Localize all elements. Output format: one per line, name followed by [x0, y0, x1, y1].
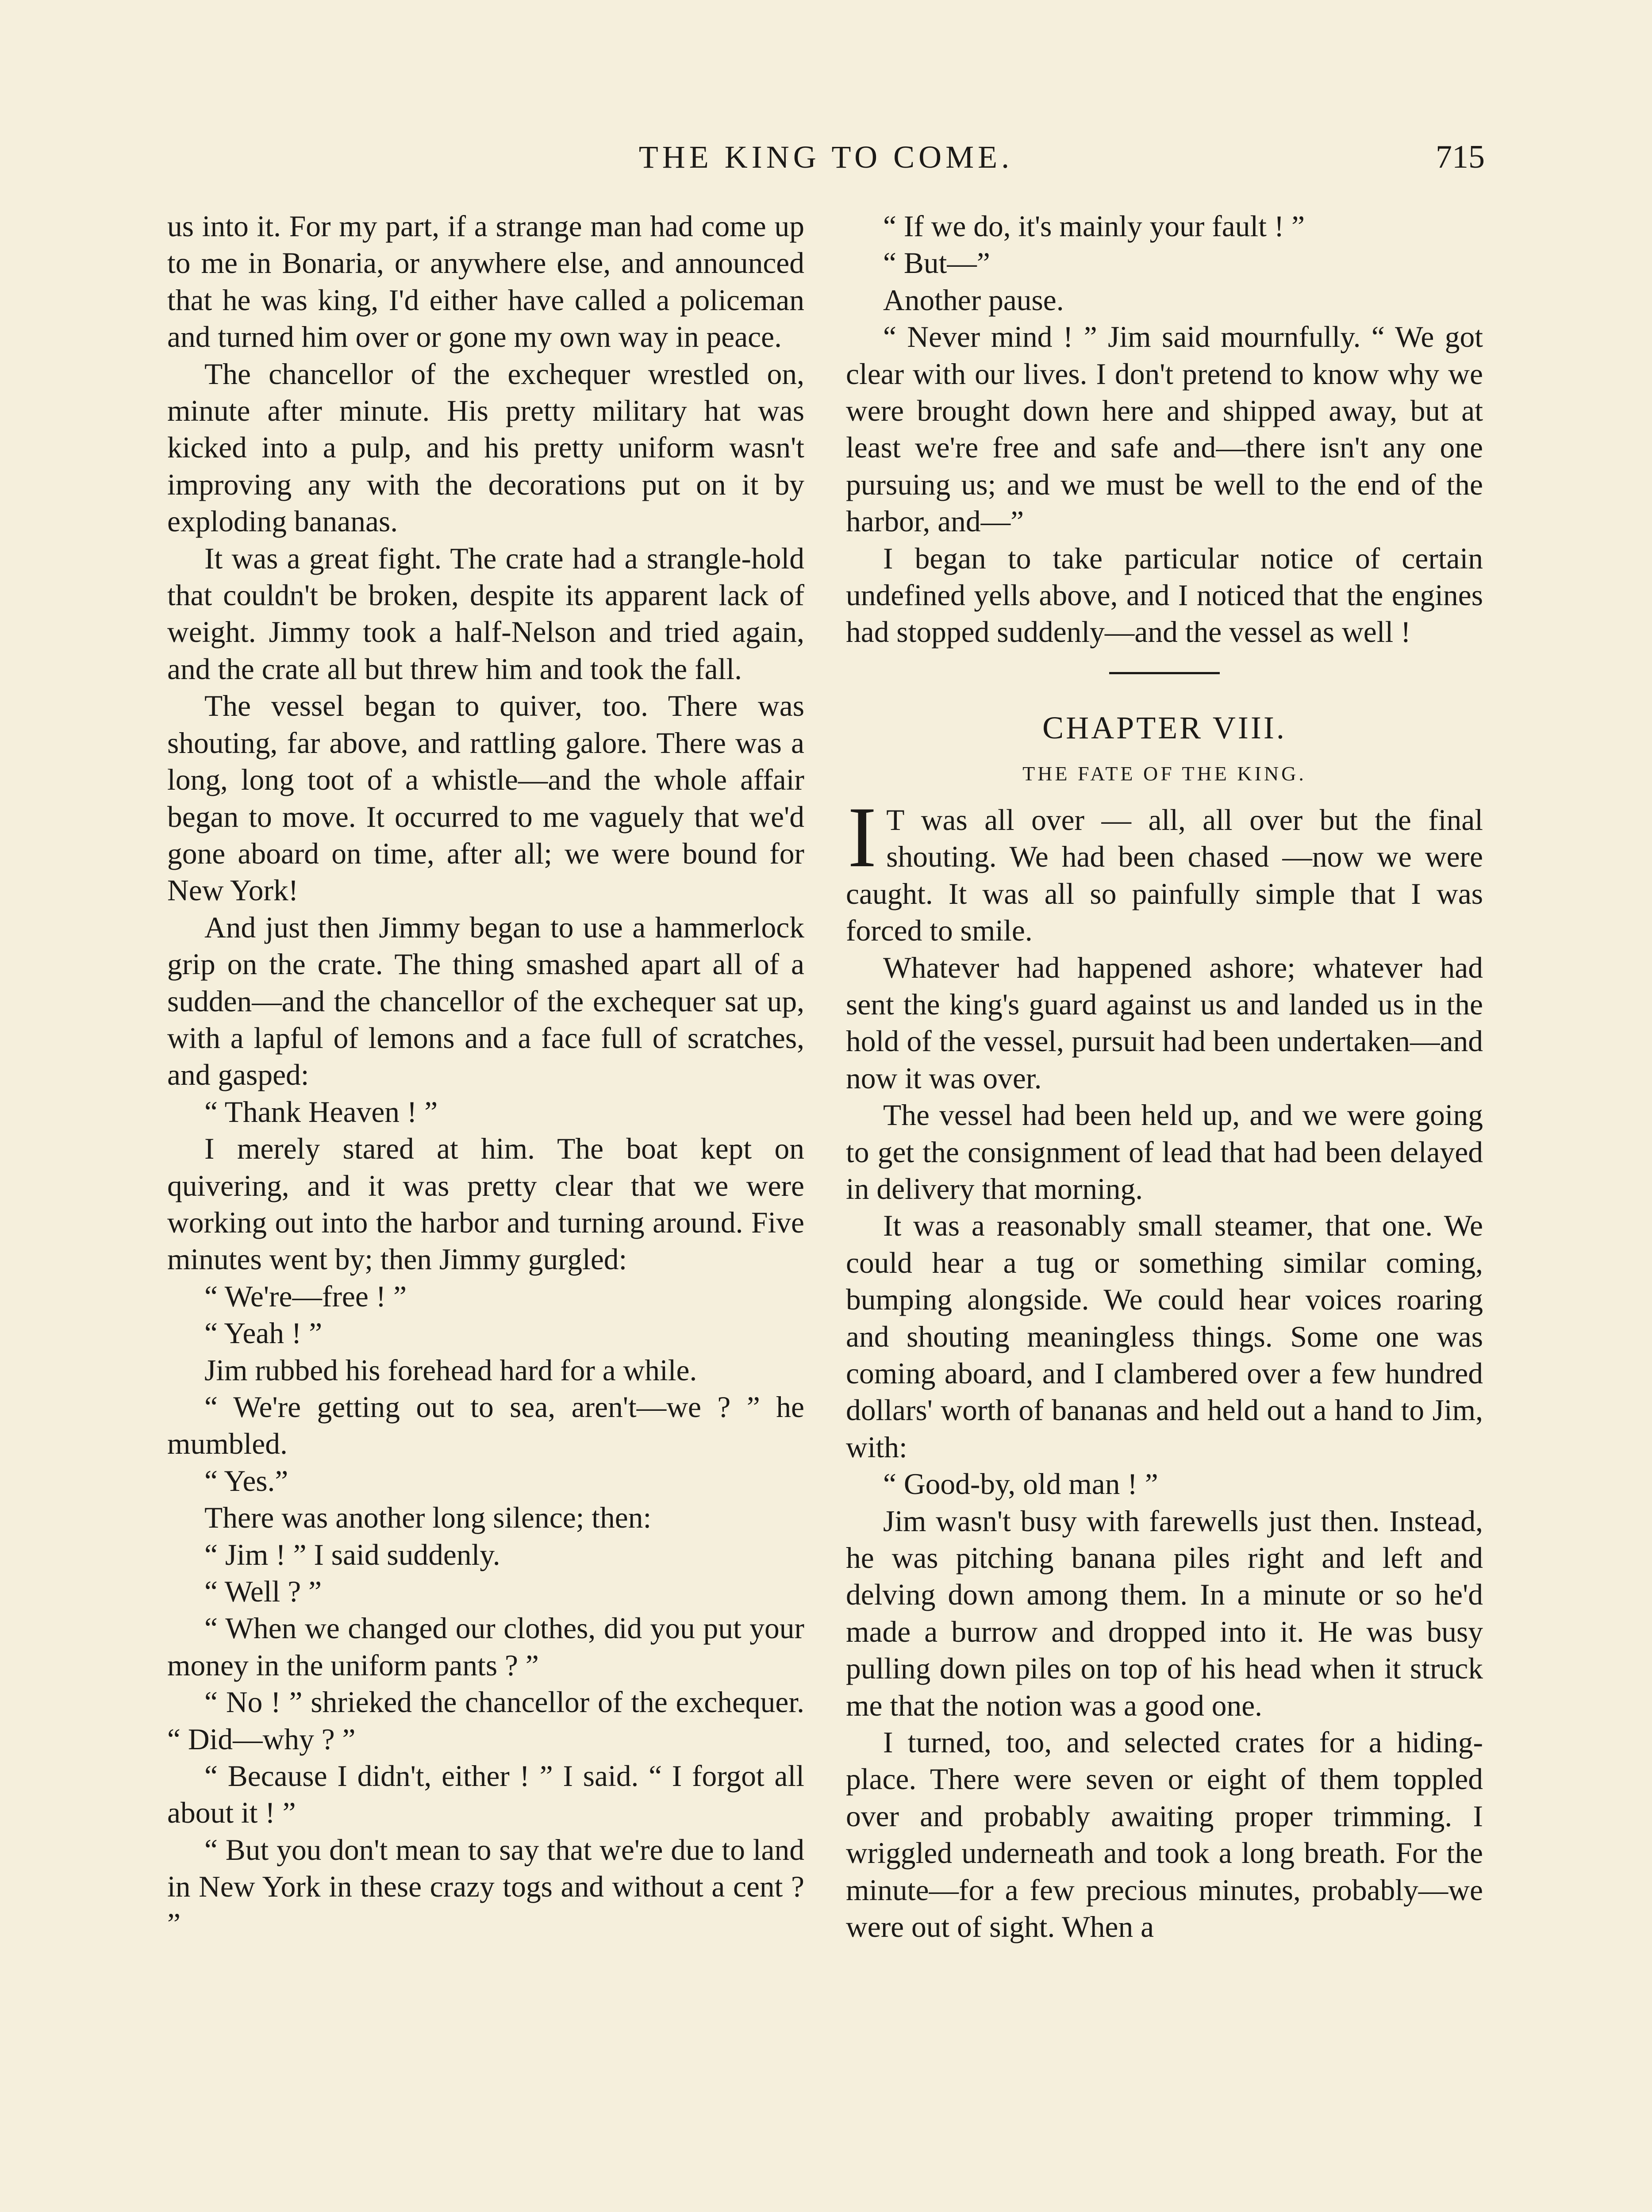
- paragraph: “ Yes.”: [204, 1464, 288, 1498]
- paragraph: “ But you don't mean to say that we're due to land in New York in these crazy togs and without a cent ? ”: [167, 1833, 804, 1940]
- paragraph: I merely stared at him. The boat kept on quivering, and it was pretty clear that we were working out into the harbor and turning around. Five minutes went by; then Jimmy gurgled:: [167, 1132, 804, 1276]
- page-number: 715: [1436, 139, 1485, 175]
- paragraph: Jim rubbed his forehead hard for a while.: [204, 1353, 697, 1387]
- running-head: THE KING TO COME.: [638, 139, 1014, 175]
- paragraph: “ Well ? ”: [204, 1575, 322, 1609]
- right-column: [846, 208, 1483, 1945]
- paragraph: “ If we do, it's mainly your fault ! ”: [883, 210, 1305, 243]
- paragraph: “ But—”: [883, 246, 990, 280]
- page-header: [167, 133, 1485, 181]
- left-column: [167, 208, 804, 1942]
- opening-text: T was all over — all, all over but the final shouting. We had been chased —now we were caught. It was all so painfully simple that I was forced to smile.: [846, 803, 1483, 948]
- chapter-opening-paragraph: [846, 789, 1483, 949]
- paragraph: There was another long silence; then:: [204, 1501, 652, 1535]
- paragraph: “ Yeah ! ”: [204, 1317, 323, 1350]
- paragraph: “ Jim ! ” I said suddenly.: [204, 1538, 500, 1571]
- paragraph: Another pause.: [883, 283, 1064, 317]
- paragraph: The vessel had been held up, and we were going to get the consignment of lead that had been delayed in delivery that morning.: [846, 1098, 1483, 1206]
- paragraph: I turned, too, and selected crates for a hiding-place. There were seven or eight of them toppled over and probably awaiting proper trimming. I wriggled underneath and took a long breath. For the minute—for a few precious minutes, probably—we were out of sight. When a: [846, 1726, 1483, 1944]
- paragraph: The chancellor of the exchequer wrestled on, minute after minute. His pretty military hat was kicked into a pulp, and his pretty uniform wasn't improving any with the decorations put on it by exploding bananas.: [167, 357, 804, 538]
- paragraph: It was a reasonably small steamer, that one. We could hear a tug or something similar coming, bumping alongside. We could hear voices roaring and shouting meaningless things. Some one was coming aboard, and I clambered over a few hundred dollars' worth of bananas and held out a hand to Jim, with:: [846, 1209, 1483, 1464]
- section-divider: [1109, 672, 1220, 674]
- paragraph: “ No ! ” shrieked the chancellor of the exchequer. “ Did—why ? ”: [167, 1686, 804, 1756]
- paragraph: “ Never mind ! ” Jim said mournfully. “ We got clear with our lives. I don't pretend to know why we were brought down here and shipped away, but at least we're free and safe and—there isn't any one pursuing us; and we must be well to the end of the harbor, and—”: [846, 320, 1483, 538]
- paragraph: I began to take particular notice of certain undefined yells above, and I noticed that the engines had stopped suddenly—and the vessel as well !: [846, 541, 1483, 649]
- paragraph: “ When we changed our clothes, did you put your money in the uniform pants ? ”: [167, 1612, 804, 1682]
- paragraph: Whatever had happened ashore; whatever had sent the king's guard against us and landed us in the hold of the vessel, pursuit had been undertaken—and now it was over.: [846, 951, 1483, 1095]
- paragraph: “ We're—free ! ”: [204, 1279, 407, 1313]
- paragraph: And just then Jimmy began to use a hammerlock grip on the crate. The thing smashed apart all of a sudden—and the chancellor of the exchequer sat up, with a lapful of lemons and a face full of scratches, and gasped:: [167, 910, 804, 1092]
- drop-cap: I: [848, 789, 877, 885]
- chapter-title: CHAPTER VIII.: [1042, 710, 1287, 745]
- paragraph: us into it. For my part, if a strange man had come up to me in Bonaria, or anywhere else, and announced that he was king, I'd either have called a policeman and turned him over or gone my own way in peace.: [167, 210, 804, 354]
- paragraph: “ We're getting out to sea, aren't—we ? ” he mumbled.: [167, 1390, 804, 1461]
- paragraph: “ Good-by, old man ! ”: [883, 1467, 1158, 1501]
- paragraph: The vessel began to quiver, too. There was shouting, far above, and rattling galore. There was a long, long toot of a whistle—and the whole affair began to move. It occurred to me vaguely that we'd gone aboard on time, after all; we were bound for New York!: [167, 689, 804, 907]
- paragraph: “ Because I didn't, either ! ” I said. “ I forgot all about it ! ”: [167, 1759, 804, 1830]
- chapter-subtitle: THE FATE OF THE KING.: [1022, 762, 1306, 785]
- paragraph: It was a great fight. The crate had a strangle-hold that couldn't be broken, despite its apparent lack of weight. Jimmy took a half-Nelson and tried again, and the crate all but threw him and took the fall.: [167, 541, 804, 686]
- paragraph: “ Thank Heaven ! ”: [204, 1095, 438, 1129]
- paragraph: Jim wasn't busy with farewells just then. Instead, he was pitching banana piles right and left and delving down among them. In a minute or so he'd made a burrow and dropped into it. He was busy pulling down piles on top of his head when it struck me that the notion was a good one.: [846, 1504, 1483, 1722]
